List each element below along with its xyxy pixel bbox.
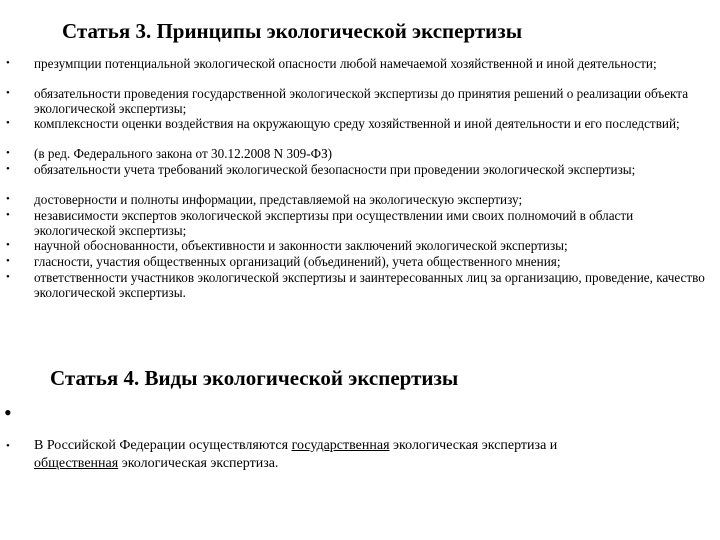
list-item — [0, 238, 706, 254]
list-item — [0, 254, 706, 270]
list-item-text: (в ред. Федерального закона от 30.12.2008 N 309-ФЗ) — [34, 146, 333, 161]
list-item — [0, 116, 706, 146]
types-text-end: экологическая экспертиза. — [118, 456, 279, 471]
list-item — [0, 162, 706, 192]
list-item-text: достоверности и полноты информации, представляемой на экологическую экспертизу; — [34, 192, 523, 207]
list-item-text: гласности, участия общественных организаций (объединений), учета общественного мнения; — [34, 254, 561, 269]
bullet-icon: • — [6, 209, 10, 221]
list-item-text: комплексности оценки воздействия на окружающую среду хозяйственной и иной деятельности и его последствий; — [34, 116, 680, 131]
bullet-icon: • — [6, 271, 10, 283]
list-item — [0, 270, 706, 300]
bullet-icon: • — [6, 239, 10, 251]
bullet-icon: • — [6, 57, 10, 69]
bullet-icon: • — [6, 147, 10, 159]
list-item — [0, 208, 706, 238]
list-item-text: независимости экспертов экологической экспертизы при осуществлении ими своих полномочий в области экологической экспертизы; — [34, 208, 634, 239]
list-item-text: обязательности проведения государственной экологической экспертизы до принятия решений о реализации объекта экологической экспертизы; — [34, 86, 689, 117]
section-3-title: Статья 3. Принципы экологической экспертизы — [62, 19, 523, 43]
list-item-text: обязательности учета требований экологической безопасности при проведении экологической экспертизы; — [34, 162, 636, 177]
bullet-icon: • — [6, 163, 10, 175]
section-4-title: Статья 4. Виды экологической экспертизы — [50, 366, 459, 390]
principles-list — [0, 56, 706, 300]
list-item — [0, 192, 706, 208]
bullet-icon: • — [6, 193, 10, 205]
list-item — [0, 56, 706, 86]
list-item — [0, 86, 706, 116]
bullet-icon: • — [6, 117, 10, 129]
types-text-mid: экологическая экспертиза и — [389, 438, 558, 453]
bullet-icon: • — [6, 440, 10, 452]
bullet-icon: • — [6, 255, 10, 267]
list-item — [0, 146, 706, 162]
list-item — [0, 437, 706, 473]
public-expertise-link[interactable]: общественная — [34, 456, 119, 471]
types-list — [0, 437, 706, 473]
list-item-text: научной обоснованности, объективности и законности заключений экологической экспертизы; — [34, 238, 568, 253]
bullet-icon: • — [6, 87, 10, 99]
bullet-icon: • — [4, 400, 12, 425]
list-item-text: презумпции потенциальной экологической опасности любой намечаемой хозяйственной и иной деятельности; — [34, 56, 657, 71]
list-item-text: ответственности участников экологической экспертизы и заинтересованных лиц за организацию, проведение, качество экологической экспертизы. — [34, 270, 705, 301]
types-text-start: В Российской Федерации осуществляются — [34, 438, 292, 453]
state-expertise-link[interactable]: государственная — [291, 438, 390, 453]
